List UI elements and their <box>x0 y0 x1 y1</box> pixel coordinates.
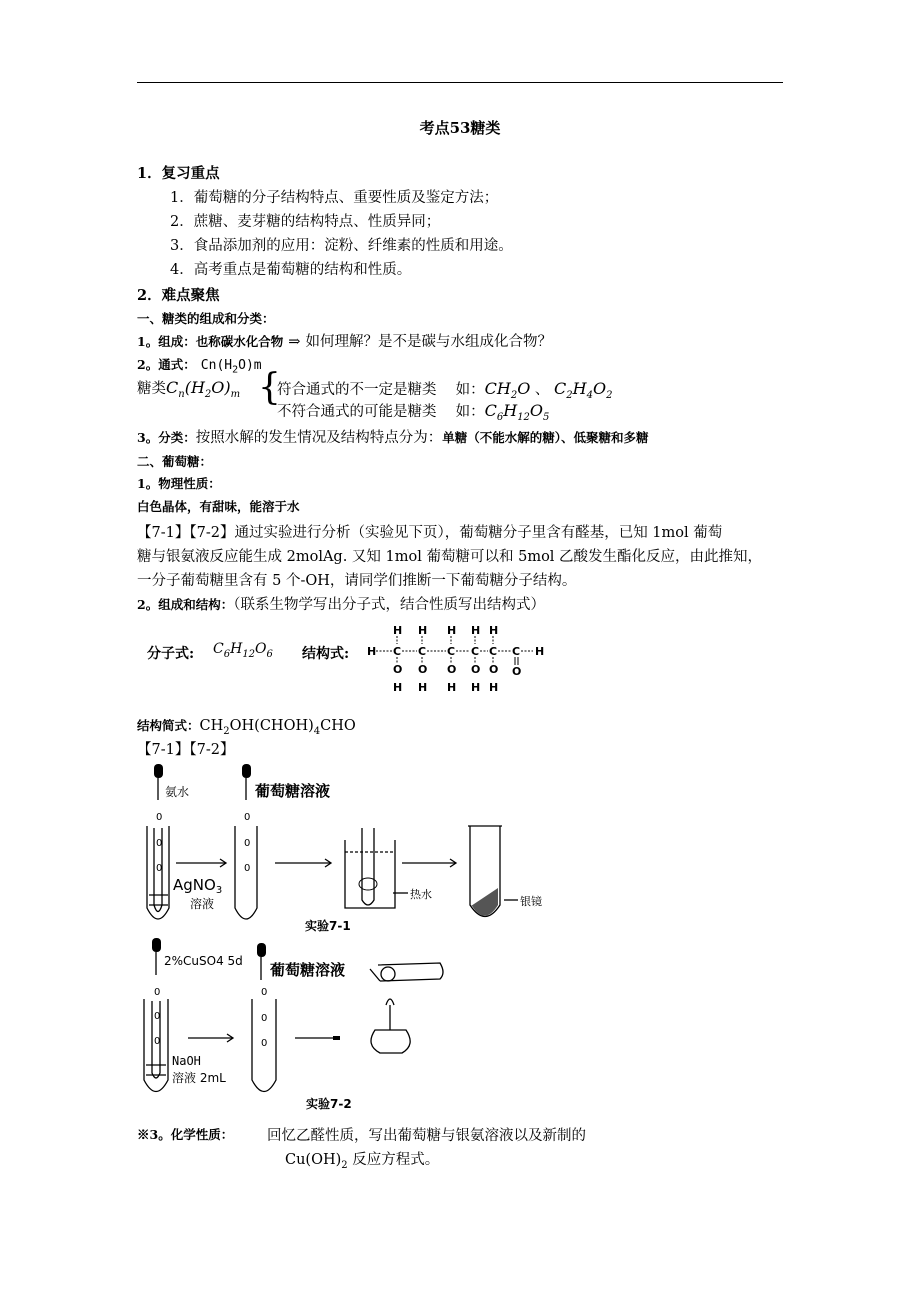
svg-text:H: H <box>418 624 428 637</box>
svg-text:0: 0 <box>261 1038 268 1049</box>
svg-text:H: H <box>447 624 457 637</box>
svg-text:0: 0 <box>156 812 163 823</box>
svg-text:O: O <box>447 663 457 676</box>
physical-text: 白色晶体，有甜味，能溶于水 <box>137 499 300 514</box>
svg-text:H: H <box>447 681 457 694</box>
physical-label: 1。物理性质： <box>137 476 221 491</box>
section-difficulties: 2．难点聚焦 <box>137 287 220 304</box>
simplified-formula-line: 结构简式：$CH_2OH(CHOH)_4CHO$ <box>137 718 356 737</box>
silver-mirror-label: 银镜 <box>520 895 542 908</box>
svg-text:C: C <box>418 645 427 658</box>
structural-formula-diagram <box>365 620 555 700</box>
svg-text:H: H <box>489 624 499 637</box>
glucose-label: 葡萄糖溶液 <box>255 782 331 800</box>
svg-text:O: O <box>512 665 522 678</box>
molecular-label: 分子式: <box>147 646 195 662</box>
arrow-symbol: ⇒ <box>288 334 301 350</box>
svg-text:0: 0 <box>261 987 268 998</box>
page-title: 考点53糖类 <box>419 119 501 137</box>
chemical-text-2: $Cu(OH)_2$ 反应方程式。 <box>285 1152 440 1171</box>
experiment-tag: 【7-1】【7-2】 <box>137 742 235 758</box>
sugar-class-formula: 糖类$C_n(H_2O)_m$ <box>137 378 241 401</box>
part-heading: 二、葡萄糖： <box>137 454 213 469</box>
svg-text:H: H <box>489 681 499 694</box>
svg-text:0: 0 <box>154 1011 161 1022</box>
brace-line-2: 不符合通式的可能是糖类 如：$C_6H_{12}O_5$ <box>277 401 550 424</box>
experiment-paragraph: 【7-1】【7-2】通过实验进行分析（实验见下页），葡萄糖分子里含有醛基，已知 1mol 葡萄 <box>137 525 723 541</box>
svg-text:O: O <box>418 663 428 676</box>
review-item: 3．食品添加剂的应用：淀粉、纤维素的性质和用途。 <box>170 238 513 254</box>
svg-text:C: C <box>471 645 480 658</box>
agno3-label: AgNO$_3$ <box>173 876 223 896</box>
experiment-7-1-figure <box>140 760 560 940</box>
composition-question: 如何理解？是不是碳与水组成化合物？ <box>305 334 553 350</box>
structural-label: 结构式: <box>302 646 350 662</box>
molecular-formula: $C_6H_{12}O_6$ <box>213 641 273 660</box>
svg-text:H: H <box>471 681 481 694</box>
svg-text:0: 0 <box>156 838 163 849</box>
svg-text:0: 0 <box>244 838 251 849</box>
experiment-paragraph: 一分子葡萄糖里含有 5 个-OH，请同学们推断一下葡萄糖分子结构。 <box>137 573 577 589</box>
general-formula-line: 2。通式： $Cn(H_2O)m$ <box>137 357 262 376</box>
composition-label: 1。组成：也称碳水化合物 <box>137 334 284 349</box>
brace-symbol: { <box>258 367 281 408</box>
experiment-paragraph: 糖与银氨液反应能生成 2molAg. 又知 1mol 葡萄糖可以和 5mol 乙酸发生酯化反应，由此推知， <box>137 549 763 565</box>
svg-text:0: 0 <box>261 1013 268 1024</box>
review-item: 4．高考重点是葡萄糖的结构和性质。 <box>170 262 412 278</box>
classification-line: 3。分类：按照水解的发生情况及结构特点分为：单糖（不能水解的糖）、低聚糖和多糖 <box>137 430 649 446</box>
sugar-prefix: 糖类 <box>137 381 166 397</box>
solution-label: 溶液 <box>190 897 215 911</box>
svg-text:0: 0 <box>154 1036 161 1047</box>
glucose-label: 葡萄糖溶液 <box>270 961 346 979</box>
naoh-volume-label: 溶液 2mL <box>172 1071 226 1085</box>
cuso4-label: 2%CuSO4 5d <box>164 954 243 968</box>
svg-text:H: H <box>367 645 377 658</box>
hot-water-label: 热水 <box>410 888 432 901</box>
svg-text:C: C <box>512 645 521 658</box>
formula-label: 2。通式： <box>137 357 196 372</box>
chemical-property-line: ※3。化学性质： <box>137 1127 234 1142</box>
svg-text:0: 0 <box>244 863 251 874</box>
naoh-label: NaOH <box>172 1054 201 1068</box>
svg-text:0: 0 <box>156 863 163 874</box>
review-item: 1．葡萄糖的分子结构特点、重要性质及鉴定方法； <box>170 190 499 206</box>
svg-text:H: H <box>418 681 428 694</box>
experiment-7-2-figure <box>140 935 580 1115</box>
section-review: 1．复习重点 <box>137 165 220 182</box>
chemical-text-1: 回忆乙醛性质，写出葡萄糖与银氨溶液以及新制的 <box>267 1128 586 1144</box>
part-heading: 一、糖类的组成和分类： <box>137 311 275 326</box>
svg-text:H: H <box>471 624 481 637</box>
svg-text:O: O <box>471 663 481 676</box>
header-rule <box>137 82 783 83</box>
svg-text:H: H <box>393 681 403 694</box>
caption-7-1: 实验7-1 <box>305 919 351 933</box>
structure-line: 2。组成和结构：（联系生物学写出分子式，结合性质写出结构式） <box>137 597 545 613</box>
svg-text:H: H <box>393 624 403 637</box>
svg-text:0: 0 <box>154 987 161 998</box>
caption-7-2: 实验7-2 <box>306 1097 352 1111</box>
svg-text:C: C <box>489 645 498 658</box>
brace-line-1: 符合通式的不一定是糖类 如：$CH_2O$ 、 $C_2H_4O_2$ <box>277 379 613 402</box>
composition-line <box>137 330 552 351</box>
svg-text:O: O <box>489 663 499 676</box>
review-item: 2．蔗糖、麦芽糖的结构特点、性质异同； <box>170 214 441 230</box>
svg-text:C: C <box>447 645 456 658</box>
svg-text:0: 0 <box>244 812 251 823</box>
svg-text:H: H <box>535 645 545 658</box>
svg-text:O: O <box>393 663 403 676</box>
ammonia-label: 氨水 <box>165 785 190 799</box>
svg-text:C: C <box>393 645 402 658</box>
